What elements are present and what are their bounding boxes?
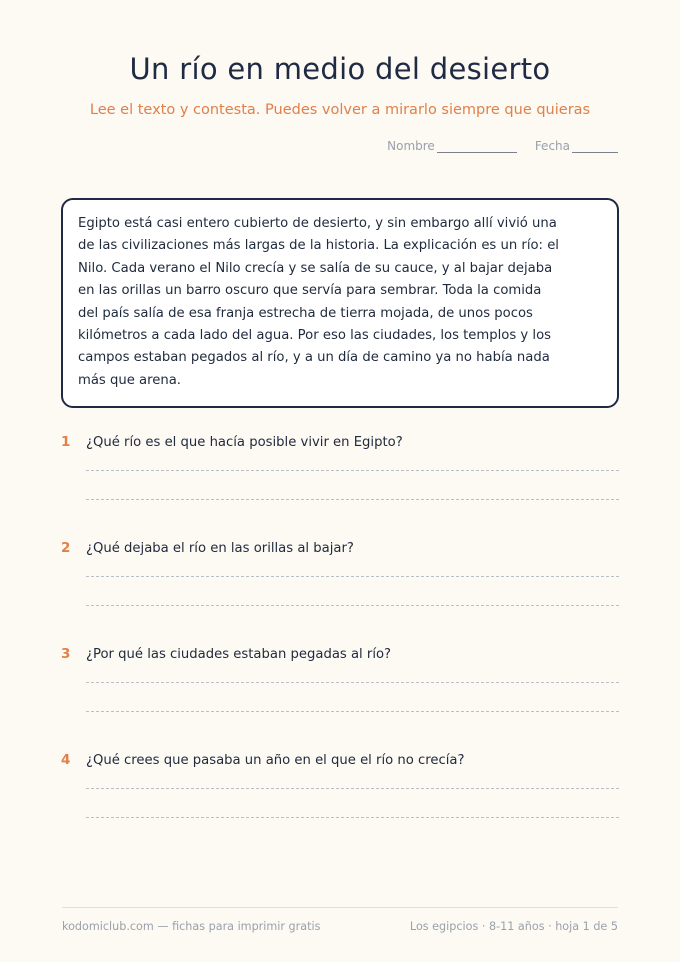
passage-line: de las civilizaciones más largas de la historia. La explicación es un río: el bbox=[78, 238, 559, 254]
answer-line[interactable] bbox=[86, 711, 619, 712]
answer-line[interactable] bbox=[86, 470, 619, 471]
footer-site-credit: kodomiclub.com — fichas para imprimir gratis bbox=[62, 920, 321, 933]
passage-line: más que arena. bbox=[78, 372, 181, 388]
question-4 bbox=[61, 750, 619, 770]
page-subtitle: Lee el texto y contesta. Puedes volver a mirarlo siempre que quieras bbox=[89, 102, 591, 118]
name-label: Nombre bbox=[387, 139, 435, 153]
date-field[interactable] bbox=[535, 139, 618, 153]
question-number: 2 bbox=[61, 540, 71, 556]
reading-passage bbox=[61, 198, 619, 408]
name-field[interactable] bbox=[387, 139, 527, 153]
answer-line[interactable] bbox=[86, 605, 619, 606]
answer-line[interactable] bbox=[86, 576, 619, 577]
question-1 bbox=[61, 432, 619, 452]
question-number: 3 bbox=[61, 646, 71, 662]
answer-line[interactable] bbox=[86, 788, 619, 789]
question-text: ¿Qué crees que pasaba un año en el que el río no crecía? bbox=[86, 752, 465, 768]
date-label: Fecha bbox=[534, 139, 570, 153]
passage-line: Nilo. Cada verano el Nilo crecía y se salía de su cauce, y al bajar dejaba bbox=[78, 260, 553, 276]
question-2 bbox=[61, 538, 619, 558]
footer-sheet-info: Los egipcios · 8-11 años · hoja 1 de 5 bbox=[409, 920, 618, 933]
name-blank-line bbox=[437, 140, 517, 153]
question-text: ¿Qué dejaba el río en las orillas al bajar? bbox=[86, 540, 354, 556]
date-blank-line bbox=[572, 140, 618, 153]
answer-line[interactable] bbox=[86, 817, 619, 818]
passage-line: del país salía de esa franja estrecha de tierra mojada, de unos pocos bbox=[78, 305, 533, 321]
question-number: 1 bbox=[61, 434, 71, 450]
answer-line[interactable] bbox=[86, 499, 619, 500]
question-text: ¿Qué río es el que hacía posible vivir en Egipto? bbox=[86, 434, 403, 450]
footer-divider bbox=[62, 907, 618, 908]
page-title: Un río en medio del desierto bbox=[129, 52, 551, 86]
answer-line[interactable] bbox=[86, 682, 619, 683]
question-3 bbox=[61, 644, 619, 664]
name-date-fields bbox=[387, 139, 618, 153]
passage-line: kilómetros a cada lado del agua. Por eso las ciudades, los templos y los bbox=[78, 328, 552, 344]
question-text: ¿Por qué las ciudades estaban pegadas al río? bbox=[86, 646, 392, 662]
passage-line: Egipto está casi entero cubierto de desierto, y sin embargo allí vivió una bbox=[78, 216, 557, 231]
question-number: 4 bbox=[61, 752, 71, 768]
passage-line: campos estaban pegados al río, y a un día de camino ya no había nada bbox=[78, 350, 550, 366]
passage-line: en las orillas un barro oscuro que servía para sembrar. Toda la comida bbox=[78, 283, 542, 299]
